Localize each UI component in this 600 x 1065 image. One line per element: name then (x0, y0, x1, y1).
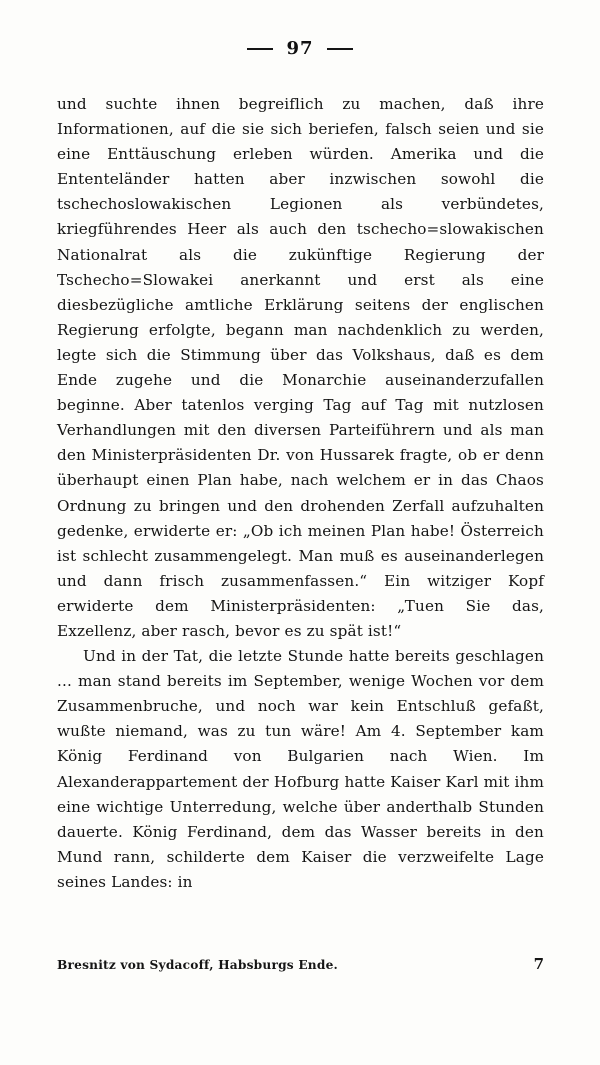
page-footer (57, 955, 544, 973)
paragraph: Und in der Tat, die letzte Stunde hatte bereits geschlagen ... man stand bereits im September, wenige Wochen vor dem Zusammenbruche, und noch war kein Entschluß gefaßt, wußte niemand, was zu tun wäre! Am 4. September kam König Ferdinand von Bulgarien nach Wien. Im Alexanderappartement der Hofburg hatte Kaiser Karl mit ihm eine wichtige Unterredung, welche über anderthalb Stunden dauerte. König Ferdinand, dem das Wasser bereits in den Mund rann, schilderte dem Kaiser die verzweifelte Lage seines Landes: in (57, 647, 544, 891)
body-text (57, 92, 544, 895)
header-rule-right (327, 48, 353, 50)
footer-signature: Bresnitz von Sydacoff, Habsburgs Ende. (57, 958, 338, 972)
header-rule-left (247, 48, 273, 50)
page-header (0, 38, 600, 59)
paragraph: und suchte ihnen begreiflich zu machen, daß ihre Informationen, auf die sie sich beriefen, falsch seien und sie eine Enttäuschung erleben würden. Amerika und die Ententeländer hatten aber inzwischen sowohl die tschechoslowakischen Legionen als verbündetes, kriegführendes Heer als auch den tschecho=slowakischen Nationalrat als die zukünftige Regierung der Tschecho=Slowakei anerkannt und erst als eine diesbezügliche amtliche Erklärung seitens der englischen Regierung erfolgte, begann man nachdenklich zu werden, legte sich die Stimmung über das Volkshaus, daß es dem Ende zugehe und die Monarchie auseinanderzufallen beginne. Aber tatenlos verging Tag auf Tag mit nutzlosen Verhandlungen mit den diversen Parteiführern und als man den Ministerpräsidenten Dr. von Hussarek fragte, ob er denn überhaupt einen Plan habe, nach welchem er in das Chaos Ordnung zu bringen und den drohenden Zerfall aufzuhalten gedenke, erwiderte er: „Ob ich meinen Plan habe! Österreich ist schlecht zusammengelegt. Man muß es auseinanderlegen und dann frisch zusammenfassen.“ Ein witziger Kopf erwiderte dem Ministerpräsidenten: „Tuen Sie das, Exzellenz, aber rasch, bevor es zu spät ist!“ (57, 95, 544, 640)
footer-folio: 7 (533, 955, 544, 973)
page-number: 97 (286, 38, 314, 59)
